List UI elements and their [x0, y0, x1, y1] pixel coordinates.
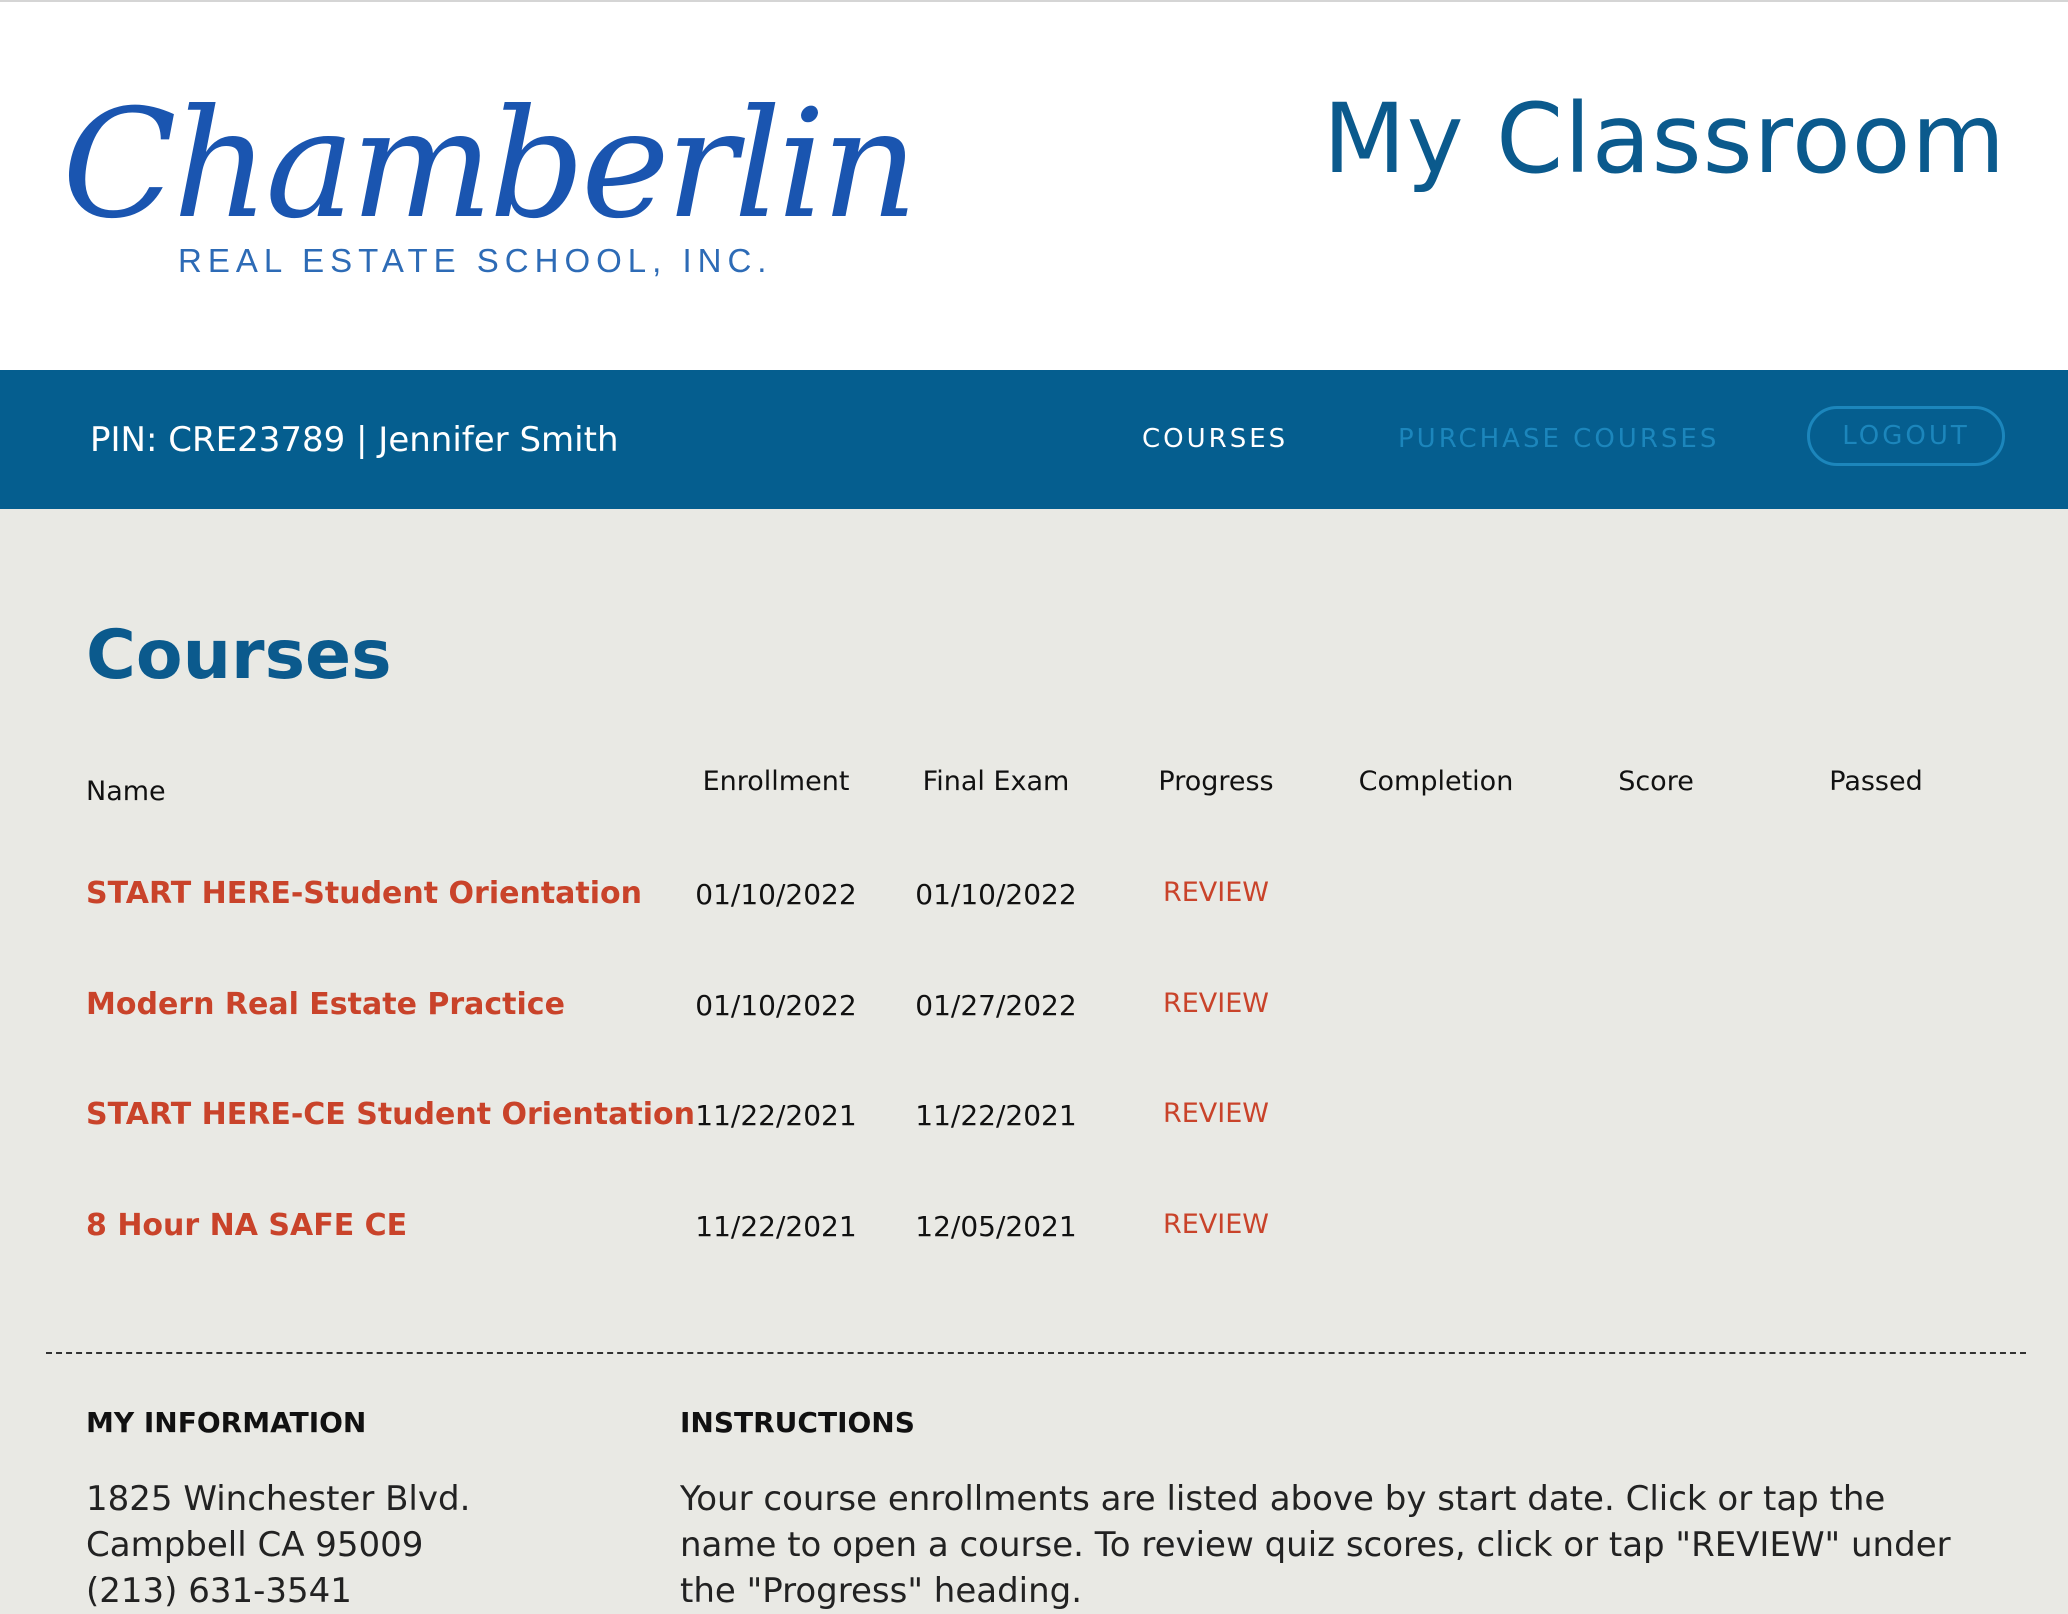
page-title: My Classroom	[1322, 83, 2006, 195]
my-information-heading: MY INFORMATION	[86, 1406, 367, 1439]
review-link[interactable]: REVIEW	[1162, 877, 1270, 908]
column-header-passed: Passed	[1829, 766, 1923, 797]
contact-info	[86, 1476, 646, 1614]
column-header-enrollment: Enrollment	[702, 766, 850, 797]
course-name-link[interactable]: 8 Hour NA SAFE CE	[86, 1208, 408, 1243]
enrollment-date: 11/22/2021	[695, 1210, 857, 1243]
course-name-link[interactable]: Modern Real Estate Practice	[86, 987, 565, 1022]
column-header-progress: Progress	[1158, 766, 1274, 797]
course-name-link[interactable]: START HERE-CE Student Orientation	[86, 1097, 695, 1132]
section-divider	[46, 1352, 2026, 1354]
chamberlin-logo[interactable]	[62, 78, 915, 290]
nav-purchase-courses-link[interactable]: PURCHASE COURSES	[1398, 424, 1720, 454]
address-line-1: 1825 Winchester Blvd.	[86, 1479, 471, 1519]
column-header-score: Score	[1618, 766, 1694, 797]
course-name-link[interactable]: START HERE-Student Orientation	[86, 876, 642, 911]
review-link[interactable]: REVIEW	[1162, 1098, 1270, 1129]
column-header-final-exam: Final Exam	[922, 766, 1070, 797]
instructions-heading: INSTRUCTIONS	[680, 1406, 915, 1439]
review-link[interactable]: REVIEW	[1162, 1209, 1270, 1240]
phone-number: (213) 631-3541	[86, 1571, 352, 1611]
logo-script-text: Chamberlin	[62, 78, 915, 252]
enrollment-date: 01/10/2022	[695, 878, 857, 911]
final-exam-date: 12/05/2021	[915, 1210, 1077, 1243]
logout-button[interactable]: LOGOUT	[1807, 406, 2005, 466]
column-header-name: Name	[86, 776, 166, 807]
final-exam-date: 01/27/2022	[915, 989, 1077, 1022]
final-exam-date: 11/22/2021	[915, 1099, 1077, 1132]
review-link[interactable]: REVIEW	[1162, 988, 1270, 1019]
final-exam-date: 01/10/2022	[915, 878, 1077, 911]
nav-courses-link[interactable]: COURSES	[1142, 424, 1289, 454]
enrollment-date: 01/10/2022	[695, 989, 857, 1022]
instructions-text: Your course enrollments are listed above by start date. Click or tap the name to open a course. To review quiz scores, click or tap "REVIEW" under the "Progress" heading.	[680, 1479, 1951, 1611]
logo-subtitle: REAL ESTATE SCHOOL, INC.	[178, 242, 773, 279]
main-navbar	[0, 370, 2068, 509]
courses-heading: Courses	[86, 616, 392, 695]
site-header	[0, 2, 2068, 370]
enrollment-date: 11/22/2021	[695, 1099, 857, 1132]
address-line-2: Campbell CA 95009	[86, 1525, 424, 1565]
user-pin-info: PIN: CRE23789 | Jennifer Smith	[90, 420, 619, 460]
column-header-completion: Completion	[1358, 766, 1514, 797]
